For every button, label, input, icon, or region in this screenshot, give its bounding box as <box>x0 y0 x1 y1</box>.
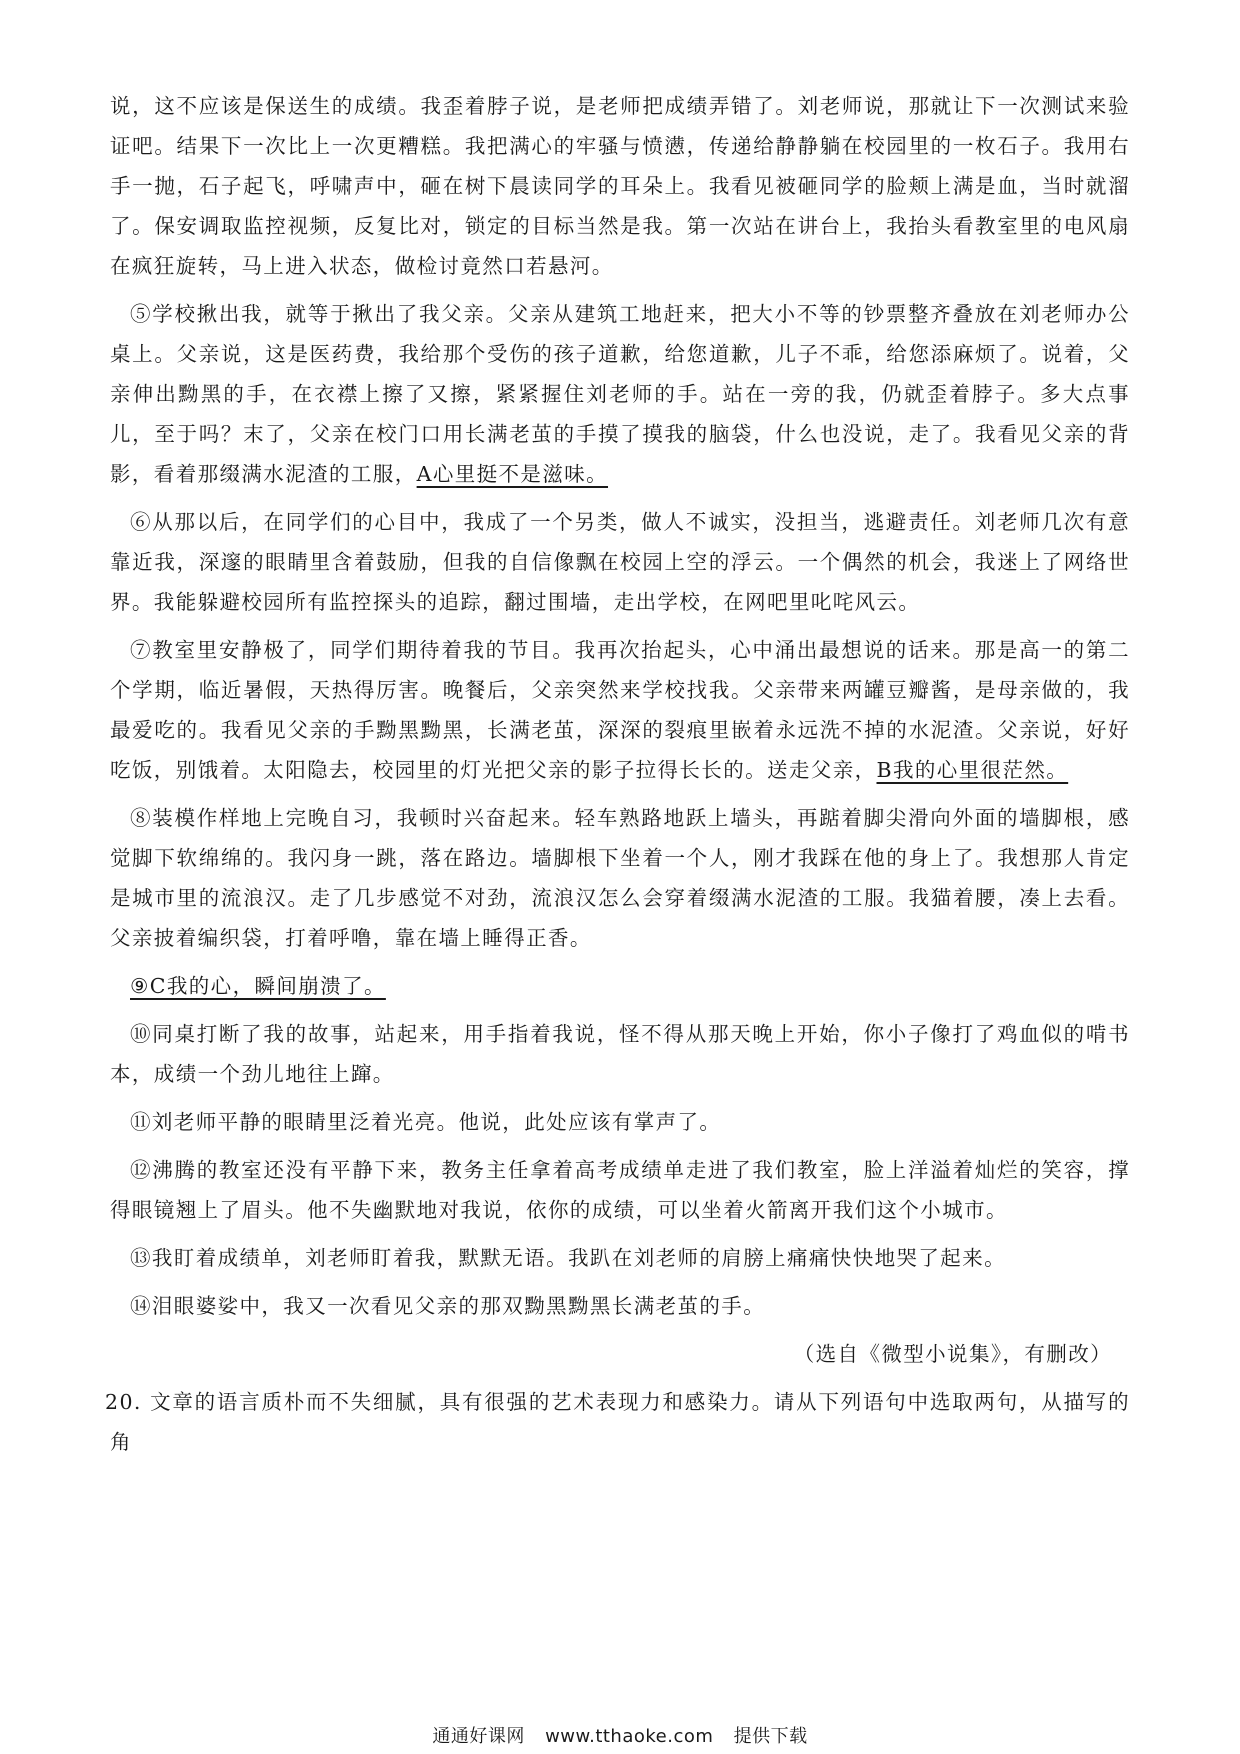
paragraph-p4-cont <box>110 86 1130 286</box>
paragraph-p5 <box>110 294 1130 494</box>
paragraph-text: ⑪刘老师平静的眼睛里泛着光亮。他说，此处应该有掌声了。 <box>130 1110 722 1134</box>
paragraph-p10 <box>110 1014 1130 1094</box>
passage-paragraphs <box>110 86 1130 1326</box>
page-footer <box>0 1722 1240 1748</box>
paragraph-text: ⑧装模作样地上完晚自习，我顿时兴奋起来。轻车熟路地跃上墙头，再踮着脚尖滑向外面的墙脚根，感觉脚下软绵绵的。我闪身一跳，落在路边。墙脚根下坐着一个人，刚才我踩在他的身上了。我想那人肯定是城市里的流浪汉。走了几步感觉不对劲，流浪汉怎么会穿着缀满水泥渣的工服。我猫着腰，凑上去看。父亲披着编织袋，打着呼噜，靠在墙上睡得正香。 <box>110 806 1130 950</box>
paragraph-p8 <box>110 798 1130 958</box>
underlined-sentence: ⑨C我的心，瞬间崩溃了。 <box>130 974 386 998</box>
paragraph-p12 <box>110 1150 1130 1230</box>
footer-note: 提供下载 <box>733 1726 808 1747</box>
paragraph-p6 <box>110 502 1130 622</box>
paragraph-text: 说，这不应该是保送生的成绩。我歪着脖子说，是老师把成绩弄错了。刘老师说，那就让下一次测试来验证吧。结果下一次比上一次更糟糕。我把满心的牢骚与愤懑，传递给静静躺在校园里的一枚石子。我用右手一抛，石子起飞，呼啸声中，砸在树下晨读同学的耳朵上。我看见被砸同学的脸颊上满是血，当时就溜了。保安调取监控视频，反复比对，锁定的目标当然是我。第一次站在讲台上，我抬头看教室里的电风扇在疯狂旋转，马上进入状态，做检讨竟然口若悬河。 <box>110 94 1130 278</box>
paragraph-text: ⑩同桌打断了我的故事，站起来，用手指着我说，怪不得从那天晚上开始，你小子像打了鸡血似的啃书本，成绩一个劲儿地往上蹿。 <box>110 1022 1130 1086</box>
paragraph-p13 <box>110 1238 1130 1278</box>
paragraph-p7 <box>110 630 1130 790</box>
reading-passage <box>105 86 1130 1462</box>
source-note: （选自《微型小说集》，有删改） <box>793 1342 1112 1366</box>
paragraph-text: ⑥从那以后，在同学们的心目中，我成了一个另类，做人不诚实，没担当，逃避责任。刘老师几次有意靠近我，深邃的眼睛里含着鼓励，但我的自信像飘在校园上空的浮云。一个偶然的机会，我迷上了网络世界。我能躲避校园所有监控探头的追踪，翻过围墙，走出学校，在网吧里叱咤风云。 <box>110 510 1130 614</box>
paragraph-text: ⑦教室里安静极了，同学们期待着我的节目。我再次抬起头，心中涌出最想说的话来。那是高一的第二个学期，临近暑假，天热得厉害。晚餐后，父亲突然来学校找我。父亲带来两罐豆瓣酱，是母亲做的，我最爱吃的。我看见父亲的手黝黑黝黑，长满老茧，深深的裂痕里嵌着永远洗不掉的水泥渣。父亲说，好好吃饭，别饿着。太阳隐去，校园里的灯光把父亲的影子拉得长长的。送走父亲， <box>110 638 1130 782</box>
paragraph-p9 <box>110 966 1130 1006</box>
footer-site-url[interactable]: www.tthaoke.com <box>545 1726 714 1747</box>
underlined-sentence: A心里挺不是滋味。 <box>416 462 609 486</box>
paragraph-text: ⑫沸腾的教室还没有平静下来，教务主任拿着高考成绩单走进了我们教室，脸上洋溢着灿烂的笑容，撑得眼镜翘上了眉头。他不失幽默地对我说，依你的成绩，可以坐着火箭离开我们这个小城市。 <box>110 1158 1130 1222</box>
paragraph-p14 <box>110 1286 1130 1326</box>
paragraph-text: ⑤学校揪出我，就等于揪出了我父亲。父亲从建筑工地赶来，把大小不等的钞票整齐叠放在刘老师办公桌上。父亲说，这是医药费，我给那个受伤的孩子道歉，给您道歉，儿子不乖，给您添麻烦了。说着，父亲伸出黝黑的手，在衣襟上擦了又擦，紧紧握住刘老师的手。站在一旁的我，仍就歪着脖子。多大点事儿，至于吗？末了，父亲在校门口用长满老茧的手摸了摸我的脑袋，什么也没说，走了。我看见父亲的背影，看着那缀满水泥渣的工服， <box>110 302 1130 486</box>
paragraph-text: ⑬我盯着成绩单，刘老师盯着我，默默无语。我趴在刘老师的肩膀上痛痛快快地哭了起来。 <box>130 1246 1006 1270</box>
paragraph-p11 <box>110 1102 1130 1142</box>
paragraph-text: ⑭泪眼婆娑中，我又一次看见父亲的那双黝黑黝黑长满老茧的手。 <box>130 1294 766 1318</box>
footer-site-name: 通通好课网 <box>432 1726 525 1747</box>
underlined-sentence: B我的心里很茫然。 <box>876 758 1069 782</box>
question-20: 20. 文章的语言质朴而不失细腻，具有很强的艺术表现力和感染力。请从下列语句中选取两句，从描写的角 <box>105 1390 1130 1454</box>
